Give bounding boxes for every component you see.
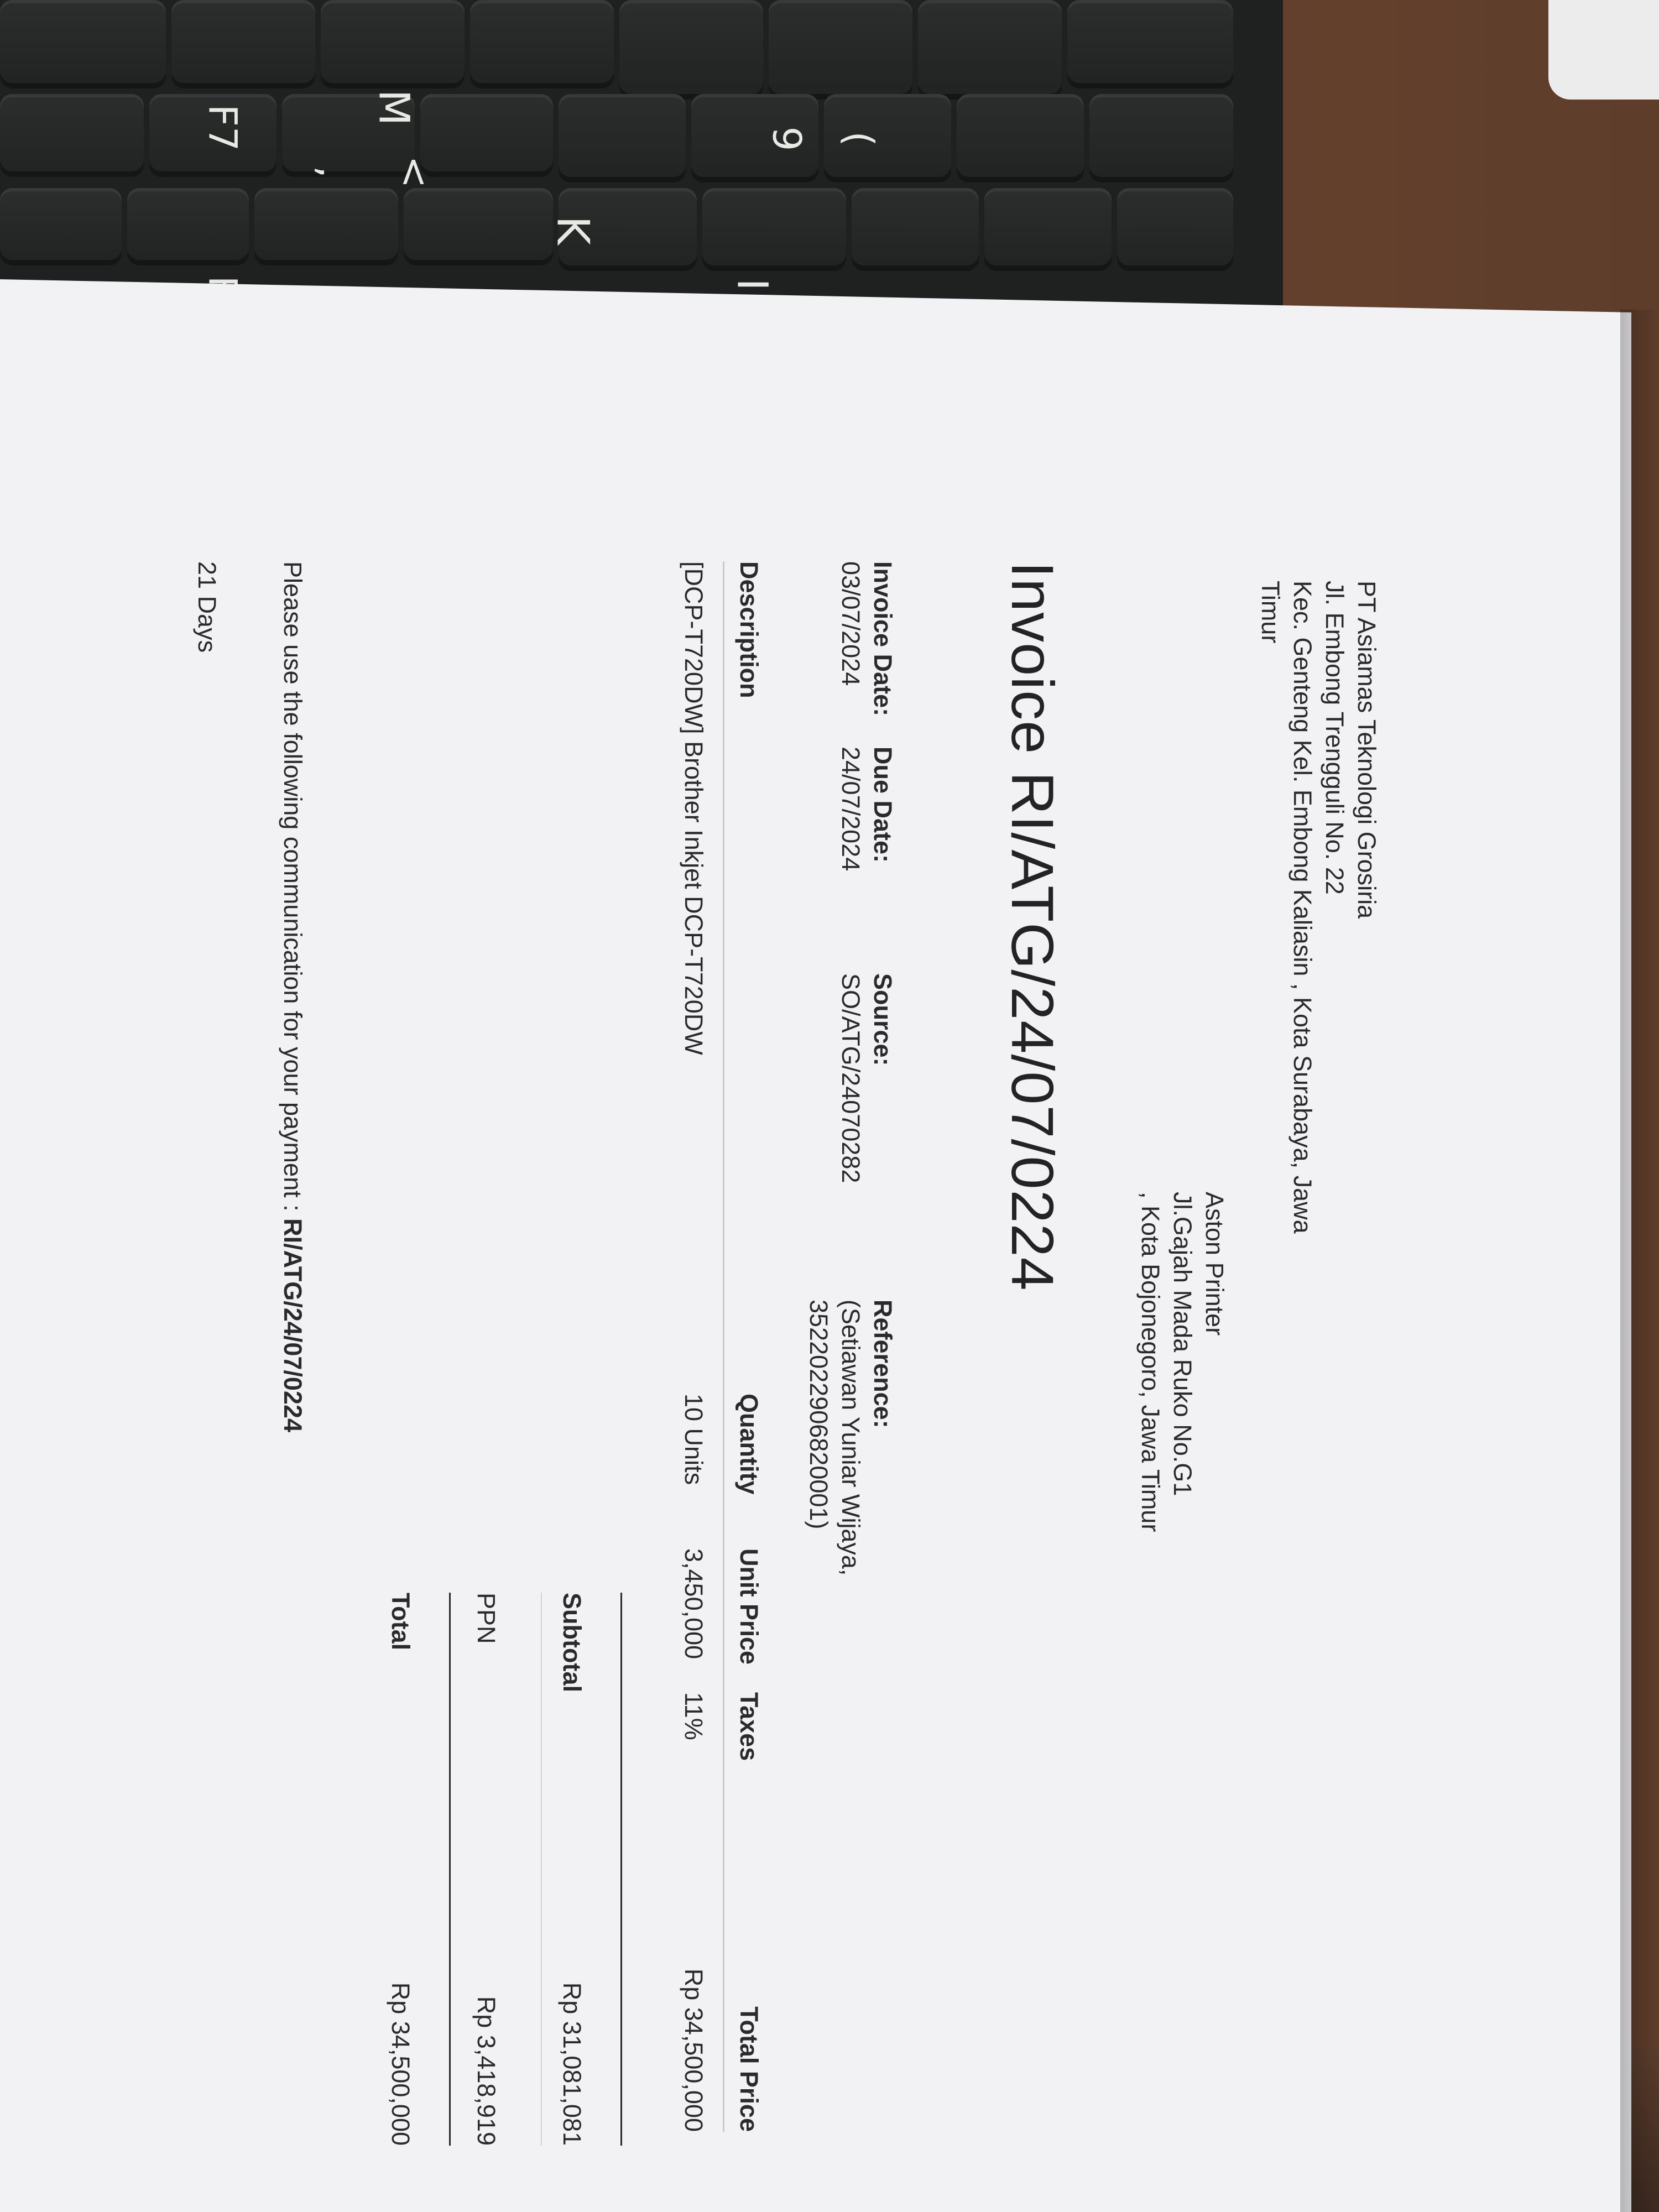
payment-text: Please use the following communication for your payment :: [279, 561, 307, 1219]
source-label: Source:: [869, 973, 897, 1066]
cell-taxes: 11%: [680, 1692, 708, 1740]
tissue-paper: [1548, 0, 1659, 100]
keyboard-key: [918, 0, 1062, 100]
keyboard-key: [1089, 94, 1233, 182]
keyboard-key: [1117, 188, 1233, 271]
invoice-date-block: [834, 561, 899, 716]
source-block: [834, 973, 899, 1183]
keyboard-key: [0, 0, 166, 88]
key-label-k: K: [547, 216, 599, 245]
keyboard-key: [171, 0, 315, 88]
keyboard-key: [957, 94, 1084, 182]
payment-communication: [278, 561, 307, 1432]
keyboard-key: [127, 188, 249, 265]
column-header-taxes: Taxes: [735, 1692, 763, 1761]
invoice-date-value: 03/07/2024: [837, 561, 865, 686]
column-header-unit-price: Unit Price: [735, 1548, 763, 1665]
reference-block: [802, 1300, 899, 1742]
keyboard-key: [559, 94, 686, 182]
key-label-i: I: [728, 278, 778, 291]
keyboard-key: [0, 94, 144, 177]
customer-name: Aston Printer: [1201, 1192, 1229, 1336]
cell-description: [DCP-T720DW] Brother Inkjet DCP-T720DW: [680, 561, 708, 1055]
keyboard-key: [0, 188, 122, 265]
keyboard-key: [619, 0, 763, 100]
table-header: [723, 561, 763, 2132]
reference-value: 3522022906820001): [805, 1300, 833, 1530]
key-label-9: 9: [764, 126, 810, 152]
keyboard-key: [470, 0, 614, 88]
key-label-lt: <: [392, 155, 437, 189]
keyboard-key: [321, 0, 465, 88]
column-header-description: Description: [735, 561, 763, 698]
keyboard-key: [420, 94, 553, 177]
invoice-date-label: Invoice Date:: [869, 561, 897, 717]
divider: [620, 1593, 622, 2146]
keyboard-key: [404, 188, 553, 265]
customer-address-line: , Kota Bojonegoro, Jawa Timur: [1136, 1192, 1165, 1532]
key-label-comma: ,: [310, 165, 356, 179]
keyboard-key: [254, 188, 398, 265]
keyboard-key: [769, 0, 912, 100]
company-address-line: Jl. Embong Trengguli No. 22: [1321, 581, 1349, 895]
cell-unit-price: 3,450,000: [680, 1548, 708, 1660]
due-date-label: Due Date:: [869, 747, 897, 863]
source-value: SO/ATG/24070282: [837, 973, 865, 1183]
key-label-f7: F7: [200, 104, 246, 152]
subtotal-value: Rp 31,081,081: [558, 1982, 586, 2146]
reference-value: (Setiawan Yuniar Wijaya,: [837, 1300, 865, 1576]
due-date-block: [834, 747, 899, 871]
keyboard-key: [852, 188, 979, 271]
company-address-line: Timur: [1256, 581, 1285, 644]
invoice-document: [111, 415, 1548, 2162]
divider: [541, 1593, 542, 2146]
column-header-total-price: Total Price: [735, 2006, 763, 2132]
company-address-line: Kec. Genteng Kel. Embong Kaliasin , Kota Surabaya, Jawa: [1288, 581, 1317, 1234]
customer-address-line: Jl.Gajah Mada Ruko No.G1: [1168, 1192, 1197, 1496]
keyboard-key: [702, 188, 846, 271]
payment-reference: RI/ATG/24/07/0224: [279, 1218, 307, 1432]
subtotal-label: Subtotal: [558, 1593, 586, 1692]
payment-terms: 21 Days: [193, 561, 221, 653]
invoice-title: Invoice RI/ATG/24/07/0224: [999, 561, 1066, 1291]
divider: [449, 1593, 451, 2146]
reference-label: Reference:: [869, 1300, 897, 1428]
total-value: Rp 34,500,000: [387, 1982, 415, 2146]
keyboard-key: [1067, 0, 1233, 88]
ppn-value: Rp 3,418,919: [472, 1996, 500, 2146]
company-address-block: [1254, 581, 1383, 1234]
key-label-m: M: [369, 89, 419, 126]
column-header-quantity: Quantity: [735, 1394, 763, 1495]
ppn-label: PPN: [472, 1593, 500, 1644]
total-label: Total: [387, 1593, 415, 1651]
company-name: PT Asiamas Teknologi Grosiria: [1353, 581, 1381, 919]
cell-total-price: Rp 34,500,000: [680, 1968, 708, 2132]
paper-edge-shadow: [1620, 310, 1659, 2212]
keyboard-key: [984, 188, 1112, 271]
cell-quantity: 10 Units: [680, 1394, 708, 1485]
key-label-paren: (: [836, 131, 882, 147]
table-row: [669, 561, 708, 2132]
due-date-value: 24/07/2024: [837, 747, 865, 872]
customer-address-block: [1134, 1192, 1230, 1532]
